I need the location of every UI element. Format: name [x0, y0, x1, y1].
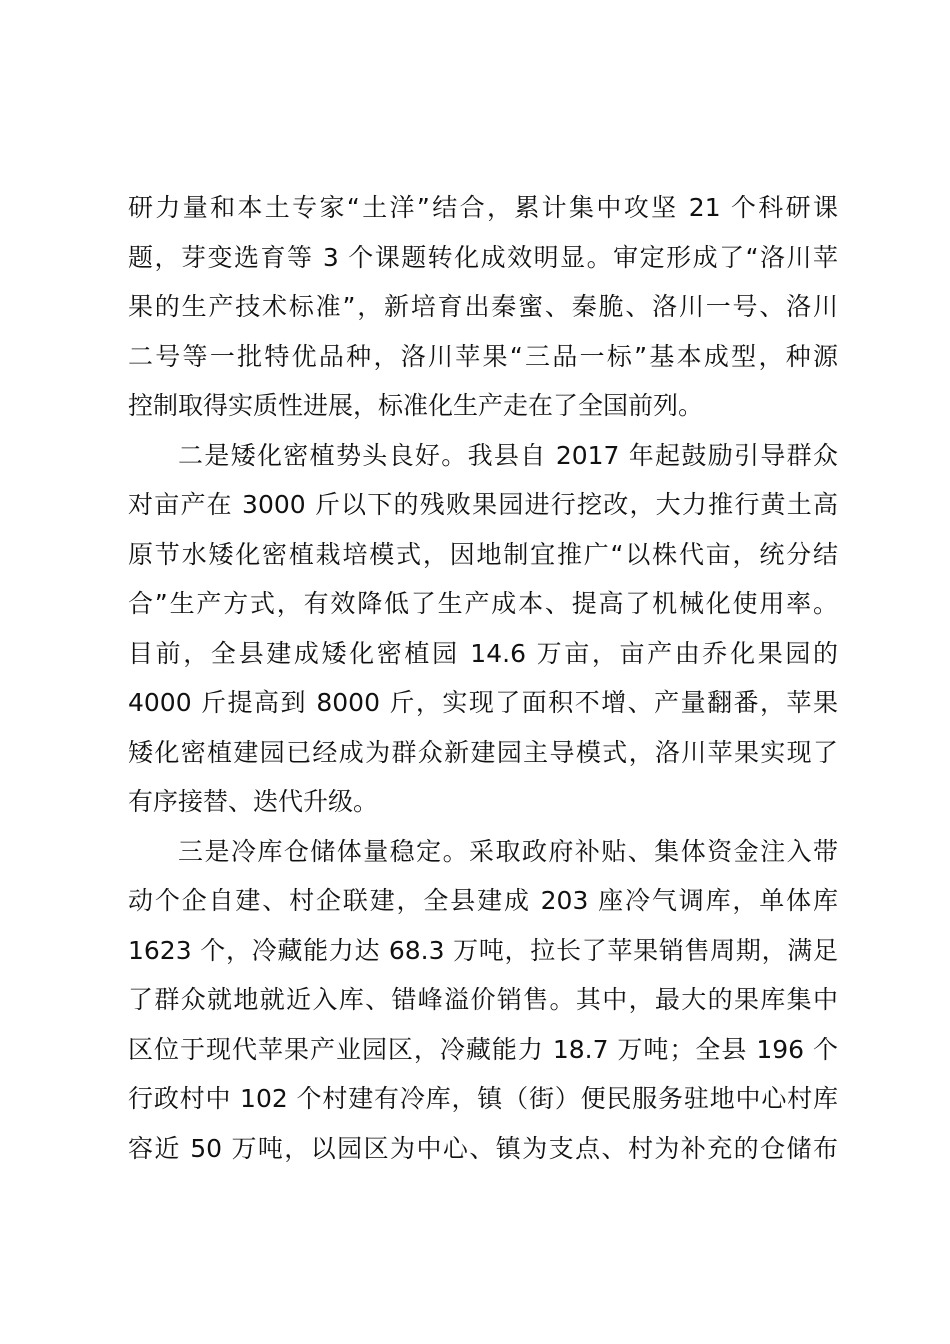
text-line: 控制取得实质性进展，标准化生产走在了全国前列。 — [128, 391, 704, 420]
text-line: 区位于现代苹果产业园区，冷藏能力 18.7 万吨；全县 196 个 — [128, 1034, 838, 1064]
text-line: 合”生产方式，有效降低了生产成本、提高了机械化使用率。 — [128, 589, 838, 618]
text-line: 容近 50 万吨，以园区为中心、镇为支点、村为补充的仓储布 — [128, 1133, 838, 1163]
body-text — [128, 183, 838, 1173]
text-line: 矮化密植建园已经成为群众新建园主导模式，洛川苹果实现了 — [128, 737, 838, 767]
text-line: 研力量和本土专家“土洋”结合，累计集中攻坚 21 个科研课 — [128, 193, 838, 222]
text-line: 二是矮化密植势头良好。我县自 2017 年起鼓励引导群众 — [178, 440, 838, 470]
text-line: 二号等一批特优品种，洛川苹果“三品一标”基本成型，种源 — [128, 341, 838, 371]
paragraph-research — [128, 183, 838, 431]
text-line: 目前，全县建成矮化密植园 14.6 万亩，亩产由乔化果园的 — [128, 638, 838, 668]
paragraph-cold-storage — [128, 827, 838, 1174]
text-line: 了群众就地就近入库、错峰溢价销售。其中，最大的果库集中 — [128, 985, 838, 1014]
text-line: 三是冷库仓储体量稳定。采取政府补贴、集体资金注入带 — [178, 836, 838, 866]
text-line: 题，芽变选育等 3 个课题转化成效明显。审定形成了“洛川苹 — [128, 242, 838, 272]
text-line: 动个企自建、村企联建，全县建成 203 座冷气调库，单体库 — [128, 886, 838, 915]
text-line: 原节水矮化密植栽培模式，因地制宜推广“以株代亩，统分结 — [128, 539, 838, 569]
text-line: 有序接替、迭代升级。 — [128, 787, 379, 816]
text-line: 1623 个，冷藏能力达 68.3 万吨，拉长了苹果销售周期，满足 — [128, 935, 838, 965]
text-line: 对亩产在 3000 斤以下的残败果园进行挖改，大力推行黄土高 — [128, 490, 838, 519]
text-line: 行政村中 102 个村建有冷库，镇（街）便民服务驻地中心村库 — [128, 1084, 838, 1113]
text-line: 果的生产技术标准”，新培育出秦蜜、秦脆、洛川一号、洛川 — [128, 292, 838, 321]
paragraph-dwarf-dense-planting — [128, 431, 838, 827]
text-line: 4000 斤提高到 8000 斤，实现了面积不增、产量翻番，苹果 — [128, 688, 838, 717]
